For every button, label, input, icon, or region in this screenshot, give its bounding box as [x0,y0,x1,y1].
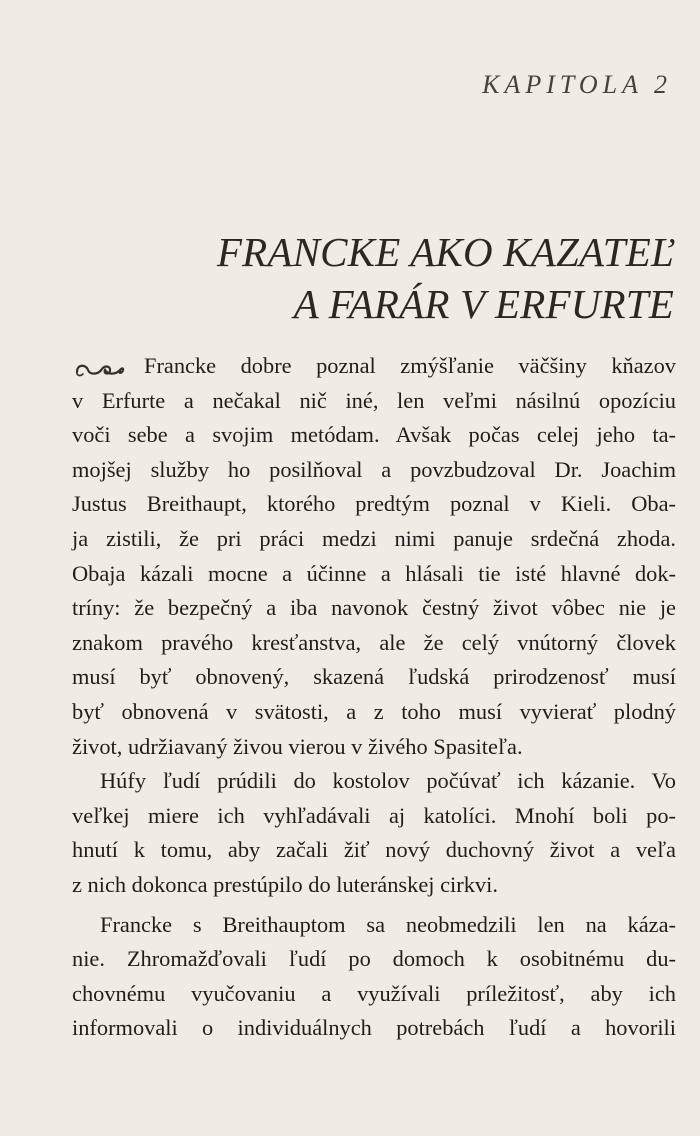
text-line: Húfy ľudí prúdili do kostolov počúvať ich kázanie. Vo [100,768,676,794]
paragraph [72,908,676,1046]
text-line: z nich dokonca prestúpilo do luteránskej cirkvi. [72,871,498,897]
text-line: ja zistili, že pri práci medzi nimi panuje srdečná zhoda. [72,525,676,551]
text-line: Justus Breithaupt, ktorého predtým poznal v Kieli. Oba- [72,491,676,517]
text-line: byť obnovená v svätosti, a z toho musí vyvierať plodný [72,698,676,724]
chapter-title-line: A FARÁR V ERFURTE [293,281,674,327]
text-line: Francke s Breithauptom sa neobmedzili len na káza- [100,911,676,937]
paragraph [72,764,676,902]
text-line: nie. Zhromažďovali ľudí po domoch k osobitnému du- [72,946,676,972]
chapter-title [74,226,674,330]
text-line: chovnému vyučovaniu a využívali príležitosť, aby ich [72,980,676,1006]
text-line: Francke dobre poznal zmýšľanie väčšiny kňazov [144,353,676,378]
text-line: voči sebe a svojim metódam. Avšak počas celej jeho ta- [72,422,676,448]
text-line: život, udržiavaný živou vierou v živého Spasiteľa. [72,733,523,759]
text-line: mojšej služby ho posilňoval a povzbudzoval Dr. Joachim [72,456,676,482]
paragraph [72,349,676,764]
text-line: informovali o individuálnych potrebách ľudí a hovorili [72,1015,676,1041]
text-line: musí byť obnovený, skazená ľudská prirodzenosť musí [72,664,676,690]
text-line: hnutí k tomu, aby začali žiť nový duchovný život a veľa [72,837,676,863]
chapter-title-line: FRANCKE AKO KAZATEĽ [216,229,674,275]
text-line: znakom pravého kresťanstva, ale že celý vnútorný človek [72,629,676,655]
text-line: v Erfurte a nečakal nič iné, len veľmi násilnú opozíciu [72,387,676,413]
body-text [72,349,676,1046]
text-line: tríny: že bezpečný a iba navonok čestný život vôbec nie je [72,595,676,621]
chapter-label: KAPITOLA 2 [482,70,672,99]
text-line: Obaja kázali mocne a účinne a hlásali tie isté hlavné dok- [72,560,676,586]
text-line: veľkej miere ich vyhľadávali aj katolíci. Mnohí boli po- [72,802,676,828]
